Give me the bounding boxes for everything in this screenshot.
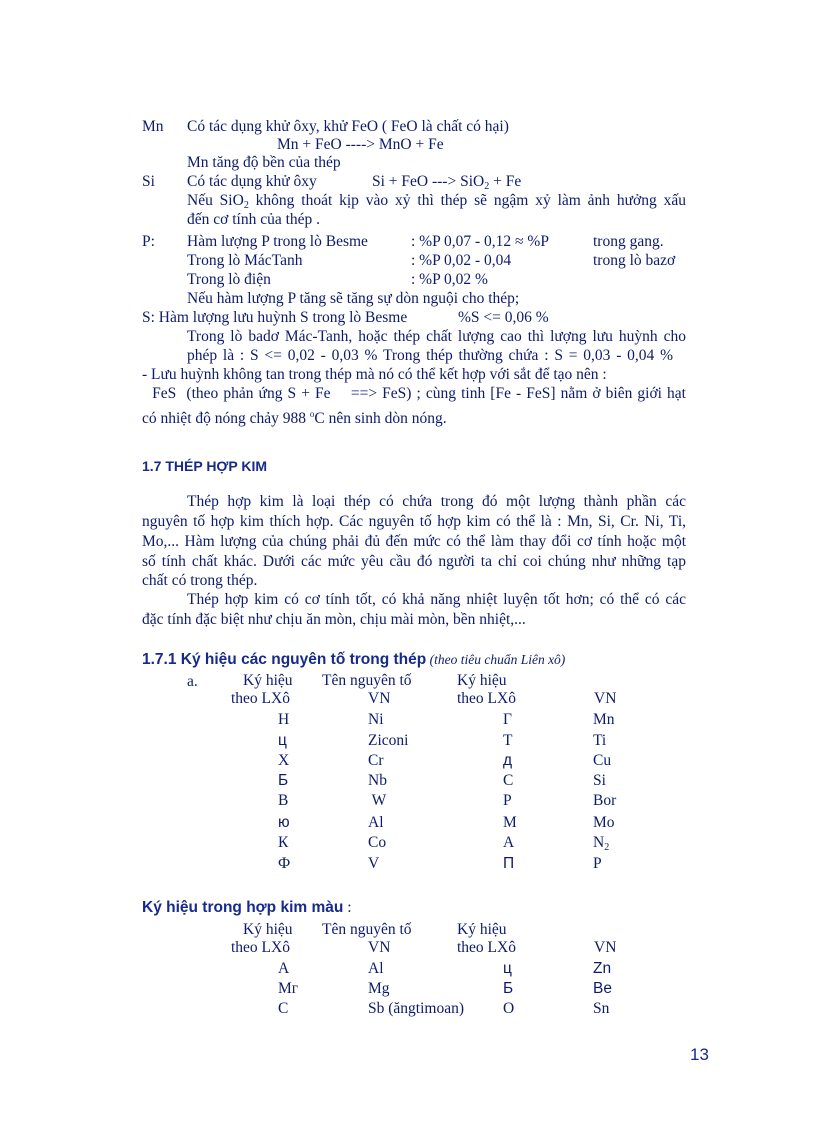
table1-cell: Р xyxy=(503,792,512,809)
page-number: 13 xyxy=(690,1045,709,1064)
table-marker: a. xyxy=(187,673,198,690)
para1-line-1: Thép hợp kim là loại thép có chứa trong đó một lượng thành phần các xyxy=(187,493,686,510)
table2-cell: Sn xyxy=(593,1000,610,1017)
s-line-4: - Lưu huỳnh không tan trong thép mà nó có thể kết hợp với sắt để tạo nên : xyxy=(142,366,607,383)
para1-line-4: số tính chất khác. Dưới các mức yêu cầu đó người ta chỉ coi chúng như những tạp xyxy=(142,553,686,570)
table1-cell: Ф xyxy=(278,855,291,872)
table1-cell: Bor xyxy=(593,792,617,809)
table1-cell: Ni xyxy=(368,711,384,728)
table2-header-col2-line1: Tên nguyên tố xyxy=(322,921,412,938)
p-row1-b: : %P 0,07 - 0,12 ≈ %P xyxy=(411,233,549,250)
si-text-2: Nếu SiO$_2$ không thoát kịp vào xỷ thì thép sẽ ngậm xỷ làm ảnh hưởng xấu xyxy=(187,192,686,211)
p-row2-a: Trong lò MácTanh xyxy=(187,252,303,269)
table2-cell: С xyxy=(278,1000,289,1017)
table2-header-col1-line2: theo LXô xyxy=(231,939,290,956)
p-row2-c: trong lò bazơ xyxy=(593,252,676,269)
mn-equation: Mn + FeO ----> MnO + Fe xyxy=(277,136,444,153)
si-equation: Si + FeO ---> SiO$_2$ + Fe xyxy=(372,173,522,192)
table1-cell: Г xyxy=(503,711,512,728)
table1-cell: Х xyxy=(278,752,290,769)
table1-cell: М xyxy=(503,814,517,831)
table1-cell: Cr xyxy=(368,752,384,769)
table1-cell: Н xyxy=(278,711,290,728)
table2-cell: Be xyxy=(593,980,612,997)
table1-cell: д xyxy=(503,752,513,769)
mn-label: Mn xyxy=(142,118,164,135)
para1-line-2: nguyên tố hợp kim thích hợp. Các nguyên tố hợp kim có thể là : Mn, Si, Cr. Ni, Ti, xyxy=(142,513,686,530)
table2-cell: Sb (ăngtimoan) xyxy=(368,1000,464,1017)
para1-line-3: Mo,... Hàm lượng của chúng phải đủ đến mức có thể làm thay đổi cơ tính hoặc một xyxy=(142,533,686,550)
p-label: P: xyxy=(142,233,155,250)
para2-line-1: Thép hợp kim có cơ tính tốt, có khả năng nhiệt luyện tốt hơn; có thể có các xyxy=(187,591,686,608)
table1-cell: P xyxy=(593,855,602,872)
table2-header-col3-line2: theo LXô xyxy=(457,939,516,956)
table1-cell: Co xyxy=(368,834,387,851)
table1-header-col2-line2: VN xyxy=(368,690,391,707)
table1-cell: Ziconi xyxy=(368,732,409,749)
s-line-1b: %S <= 0,06 % xyxy=(458,309,549,326)
p-row3-a: Trong lò điện xyxy=(187,271,271,288)
table2-cell: Zn xyxy=(593,960,612,977)
table1-cell: Т xyxy=(503,732,513,749)
s-line-6: có nhiệt độ nóng chảy 988 $^o$C nên sinh dòn nóng. xyxy=(142,409,447,427)
table1-header-col1-line1: Ký hiệu xyxy=(243,672,293,689)
si-text-3: đến cơ tính của thép . xyxy=(187,211,321,228)
table1-cell: Nb xyxy=(368,772,387,789)
table1-cell: А xyxy=(503,834,515,851)
p-row1-c: trong gang. xyxy=(593,233,664,250)
table1-cell: С xyxy=(503,772,514,789)
p-text-4: Nếu hàm lượng P tăng sẽ tăng sự dòn nguội cho thép; xyxy=(187,290,520,307)
table2-header-col4-line2: VN xyxy=(594,939,617,956)
table1-cell: Б xyxy=(278,772,289,789)
si-text-1: Có tác dụng khử ôxy xyxy=(187,173,317,190)
table2-cell: Mg xyxy=(368,980,390,997)
table1-cell: Ti xyxy=(593,732,607,749)
table1-header-col3-line1: Ký hiệu xyxy=(457,672,507,689)
section-title-1-7-1: 1.7.1 Ký hiệu các nguyên tố trong thép (theo tiêu chuẩn Liên xô) xyxy=(142,651,566,668)
table1-header-col4-line2: VN xyxy=(594,690,617,707)
table2-cell: Al xyxy=(368,960,384,977)
table2-cell: Б xyxy=(503,980,514,997)
s-line-1a: S: Hàm lượng lưu huỳnh S trong lò Besme xyxy=(142,309,408,326)
para2-line-2: đặc tính đặc biệt như chịu ăn mòn, chịu mài mòn, bền nhiệt,... xyxy=(142,611,526,628)
table1-cell: В xyxy=(278,792,289,809)
s-line-3: phép là : S <= 0,02 - 0,03 % Trong thép thường chứa : S = 0,03 - 0,04 % xyxy=(187,347,673,364)
table1-header-col3-line2: theo LXô xyxy=(457,690,516,707)
section-title-1-7: 1.7 THÉP HỢP KIM xyxy=(142,458,268,474)
table2-cell: О xyxy=(503,1000,515,1017)
table1-cell: ц xyxy=(278,732,287,749)
section-title-color-alloys: Ký hiệu trong hợp kim màu : xyxy=(142,899,352,916)
table1-cell-n2: $N_2$ xyxy=(593,834,610,853)
mn-text-1: Có tác dụng khử ôxy, khử FeO ( FeO là chất có hại) xyxy=(187,118,509,135)
table1-cell: Cu xyxy=(593,752,612,769)
table2-cell: Мг xyxy=(278,980,299,997)
table2-header-col3-line1: Ký hiệu xyxy=(457,921,507,938)
table1-cell: Mo xyxy=(593,814,615,831)
table1-cell: V xyxy=(368,855,380,872)
si-label: Si xyxy=(142,173,155,190)
table1-cell: W xyxy=(368,792,387,809)
mn-text-2: Mn tăng độ bền của thép xyxy=(187,154,341,171)
table1-cell: ю xyxy=(278,814,290,831)
table1-cell: Mn xyxy=(593,711,615,728)
table2-header-col1-line1: Ký hiệu xyxy=(243,921,293,938)
p-row1-a: Hàm lượng P trong lò Besme xyxy=(187,233,368,250)
table2-cell: А xyxy=(278,960,290,977)
table1-cell: Si xyxy=(593,772,606,789)
p-row2-b: : %P 0,02 - 0,04 xyxy=(411,252,512,269)
table1-cell: П xyxy=(503,855,515,872)
para1-line-5: chất có trong thép. xyxy=(142,572,258,589)
p-row3-b: : %P 0,02 % xyxy=(411,271,488,288)
table1-cell: Al xyxy=(368,814,384,831)
table1-header-col1-line2: theo LXô xyxy=(231,690,290,707)
table2-cell: ц xyxy=(503,960,512,977)
s-line-2: Trong lò badơ Mác-Tanh, hoặc thép chất lượng cao thì lượng lưu huỳnh cho xyxy=(187,328,686,345)
table1-header-col2-line1: Tên nguyên tố xyxy=(322,672,412,689)
s-line-5: FeS (theo phản ứng S + Fe ==> FeS) ; cùng tinh [Fe - FeS] nằm ở biên giới hạt xyxy=(142,385,686,402)
table2-header-col2-line2: VN xyxy=(368,939,391,956)
table1-cell: К xyxy=(278,834,289,851)
